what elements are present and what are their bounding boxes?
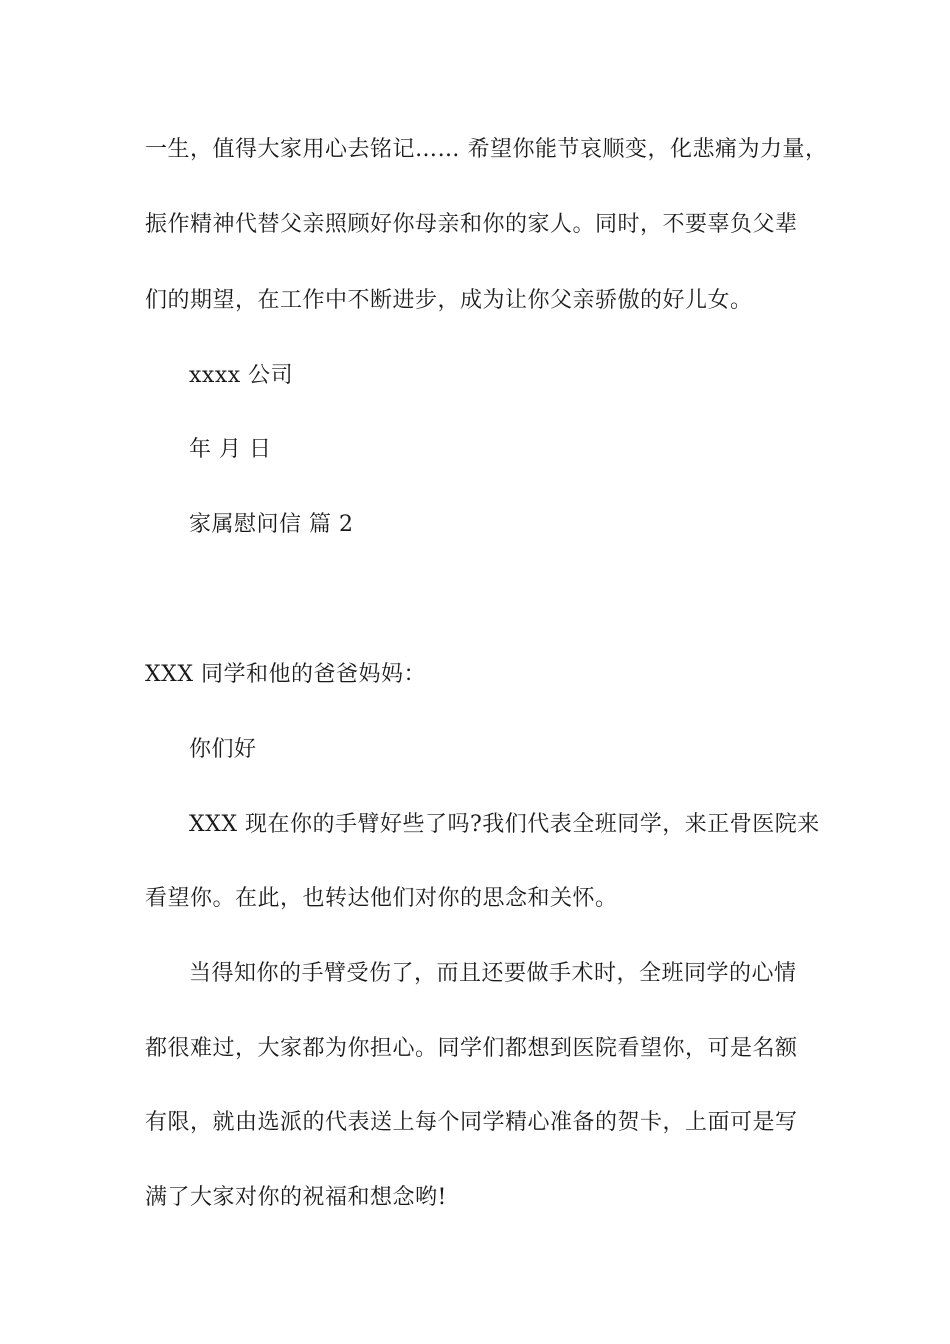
letter1-date: 年 月 日: [189, 437, 272, 462]
letter1-signature: xxxx 公司: [189, 363, 294, 388]
letter2-paragraph2-line-3: 有限，就由选派的代表送上每个同学精心准备的贺卡，上面可是写: [145, 1110, 798, 1135]
letter1-line-2: 振作精神代替父亲照顾好你母亲和你的家人。同时，不要辜负父辈: [145, 212, 798, 237]
letter2-paragraph1-line-1: XXX 现在你的手臂好些了吗?我们代表全班同学，来正骨医院来: [189, 812, 820, 837]
section-heading: 家属慰问信 篇 2: [189, 512, 354, 537]
letter1-line-1: 一生，值得大家用心去铭记…… 希望你能节哀顺变，化悲痛为力量，: [145, 137, 828, 162]
letter2-greeting: 你们好: [189, 737, 257, 762]
letter2-paragraph2-line-4: 满了大家对你的祝福和想念哟!: [145, 1185, 447, 1210]
letter2-salutation: XXX 同学和他的爸爸妈妈：: [145, 662, 426, 687]
letter2-paragraph2-line-1: 当得知你的手臂受伤了，而且还要做手术时，全班同学的心情: [189, 961, 797, 986]
letter2-paragraph2-line-2: 都很难过，大家都为你担心。同学们都想到医院看望你，可是名额: [145, 1036, 798, 1061]
letter1-line-3: 们的期望，在工作中不断进步，成为让你父亲骄傲的好儿女。: [145, 288, 753, 313]
letter2-paragraph1-line-2: 看望你。在此，也转达他们对你的思念和关怀。: [145, 886, 618, 911]
